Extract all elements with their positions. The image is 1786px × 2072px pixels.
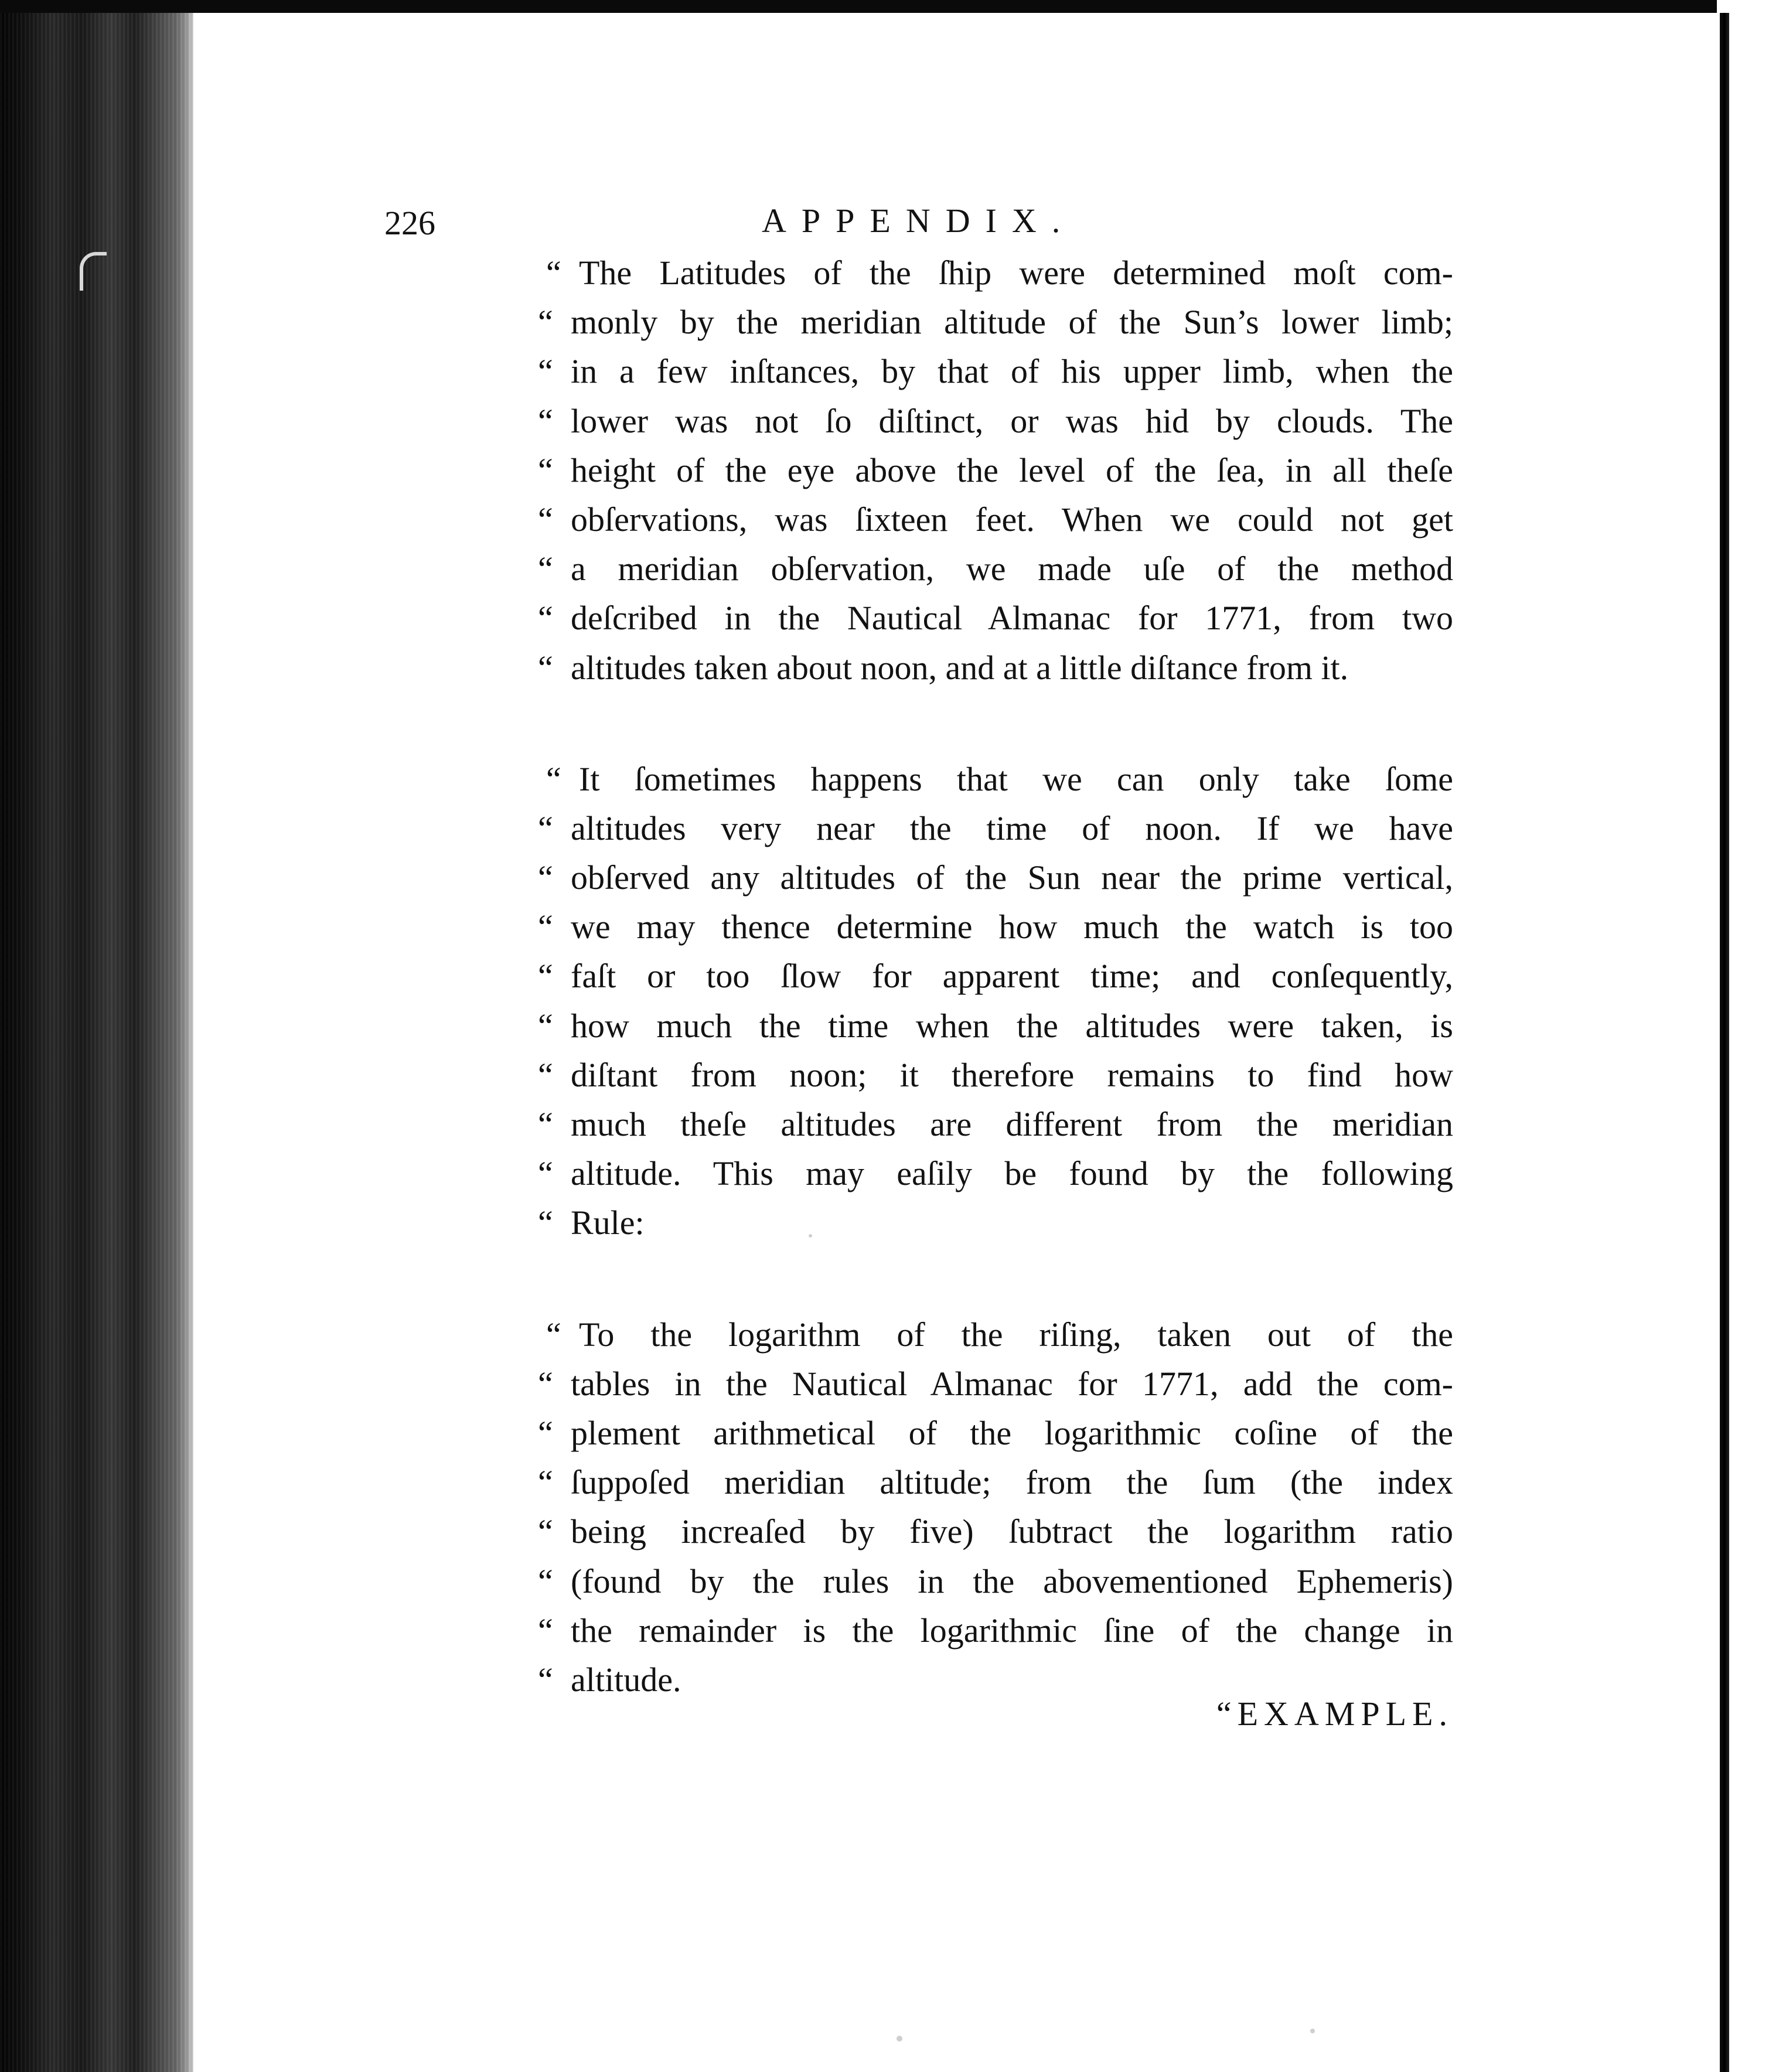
quote-mark: “: [538, 908, 553, 946]
quote-mark: “: [538, 1463, 553, 1502]
scan-top-border: [0, 0, 1786, 13]
paragraph-gap: [538, 1248, 1453, 1310]
quote-mark: “: [538, 599, 553, 638]
text-line: [538, 643, 1453, 693]
quote-mark: “: [538, 809, 553, 847]
quote-mark: “: [538, 1055, 553, 1094]
text-line: [538, 902, 1453, 952]
running-head: APPENDIX.: [762, 202, 1076, 240]
line-text: a meridian obſervation, we made uſe of the method: [571, 550, 1453, 588]
quote-mark: “: [538, 1413, 553, 1452]
text-line: [538, 1149, 1453, 1198]
text-line: [538, 1359, 1453, 1409]
binding-texture: [0, 0, 193, 2072]
line-text: how much the time when the altitudes were taken, is: [571, 1006, 1453, 1045]
body-text: [538, 248, 1453, 1705]
line-text: plement arithmetical of the logarithmic coſine of the: [571, 1413, 1453, 1452]
quote-mark: “: [546, 1315, 561, 1354]
adjacent-page-edge: [1720, 13, 1729, 2072]
line-text: the remainder is the logarithmic ſine of the change in: [571, 1611, 1453, 1650]
text-line: [538, 1606, 1453, 1655]
quote-mark: “: [538, 957, 553, 996]
line-text: diſtant from noon; it therefore remains to find how: [571, 1055, 1453, 1094]
text-line: [538, 446, 1453, 495]
quote-mark: “: [538, 1611, 553, 1650]
paragraph-gap: [538, 693, 1453, 755]
quote-mark: “: [538, 1512, 553, 1551]
paragraph: [538, 755, 1453, 1248]
line-text: being increaſed by five) ſubtract the logarithm ratio: [571, 1512, 1453, 1551]
quote-mark: “: [538, 401, 553, 440]
quote-mark: “: [538, 500, 553, 539]
line-text: much theſe altitudes are different from the meridian: [571, 1105, 1453, 1143]
quote-mark: “: [546, 759, 561, 798]
text-line: [538, 495, 1453, 544]
quote-mark: “: [538, 1204, 553, 1242]
paragraph: [538, 248, 1453, 693]
paper-speck: [1310, 2029, 1315, 2033]
line-text: ſuppoſed meridian altitude; from the ſum (the index: [571, 1463, 1453, 1502]
paper-speck: [897, 2036, 902, 2042]
margin-mark: [80, 252, 107, 291]
line-text: height of the eye above the level of the ſea, in all theſe: [571, 451, 1453, 489]
text-line: [538, 1557, 1453, 1606]
text-line: [538, 1507, 1453, 1556]
text-line: [538, 1310, 1453, 1359]
line-text: The Latitudes of the ſhip were determined moſt com-: [579, 254, 1453, 292]
line-text: altitudes taken about noon, and at a little diſtance from it.: [571, 648, 1349, 687]
text-line: [538, 594, 1453, 643]
quote-mark: “: [538, 1154, 553, 1193]
quote-mark: “: [538, 1562, 553, 1600]
text-line: [538, 1001, 1453, 1051]
text-line: [538, 1198, 1453, 1248]
quote-mark: “: [538, 1660, 553, 1699]
line-text: altitude. This may eaſily be found by the following: [571, 1154, 1453, 1193]
line-text: altitude.: [571, 1660, 681, 1699]
line-text: obſerved any altitudes of the Sun near the prime vertical,: [571, 858, 1453, 897]
quote-mark: “: [546, 254, 561, 292]
text-line: [538, 544, 1453, 594]
line-text: we may thence determine how much the watch is too: [571, 908, 1453, 946]
quote-mark: “: [538, 352, 553, 391]
example-heading: “EXAMPLE.: [1216, 1695, 1453, 1733]
text-line: [538, 347, 1453, 396]
text-line: [538, 1051, 1453, 1100]
page-number: 226: [384, 204, 435, 242]
paper-speck: [809, 1234, 812, 1238]
line-text: monly by the meridian altitude of the Sun’s lower limb;: [571, 303, 1453, 342]
line-text: altitudes very near the time of noon. If we have: [571, 809, 1453, 847]
line-text: obſervations, was ſixteen feet. When we could not get: [571, 500, 1453, 539]
quote-mark: “: [538, 1364, 553, 1403]
text-line: [538, 298, 1453, 347]
line-text: It ſometimes happens that we can only take ſome: [579, 759, 1453, 798]
quote-mark: “: [538, 648, 553, 687]
text-line: [538, 755, 1453, 804]
line-text: lower was not ſo diſtinct, or was hid by clouds. The: [571, 401, 1453, 440]
text-line: [538, 804, 1453, 853]
line-text: deſcribed in the Nautical Almanac for 1771, from two: [571, 599, 1453, 638]
text-line: [538, 1409, 1453, 1458]
line-text: in a few inſtances, by that of his upper limb, when the: [571, 352, 1453, 391]
line-text: To the logarithm of the riſing, taken out of the: [579, 1315, 1453, 1354]
text-line: [538, 853, 1453, 902]
text-line: [538, 1458, 1453, 1507]
quote-mark: “: [538, 550, 553, 588]
text-line: [538, 397, 1453, 446]
quote-mark: “: [538, 451, 553, 489]
quote-mark: “: [538, 1006, 553, 1045]
paragraph: [538, 1310, 1453, 1705]
text-line: [538, 248, 1453, 298]
quote-mark: “: [538, 303, 553, 342]
line-text: tables in the Nautical Almanac for 1771, add the com-: [571, 1364, 1453, 1403]
line-text: faſt or too ſlow for apparent time; and conſequently,: [571, 957, 1453, 996]
line-text: Rule:: [571, 1204, 645, 1242]
quote-mark: “: [538, 858, 553, 897]
quote-mark: “: [538, 1105, 553, 1143]
text-line: [538, 1100, 1453, 1149]
text-line: [538, 952, 1453, 1001]
line-text: (found by the rules in the abovementioned Ephemeris): [571, 1562, 1453, 1600]
